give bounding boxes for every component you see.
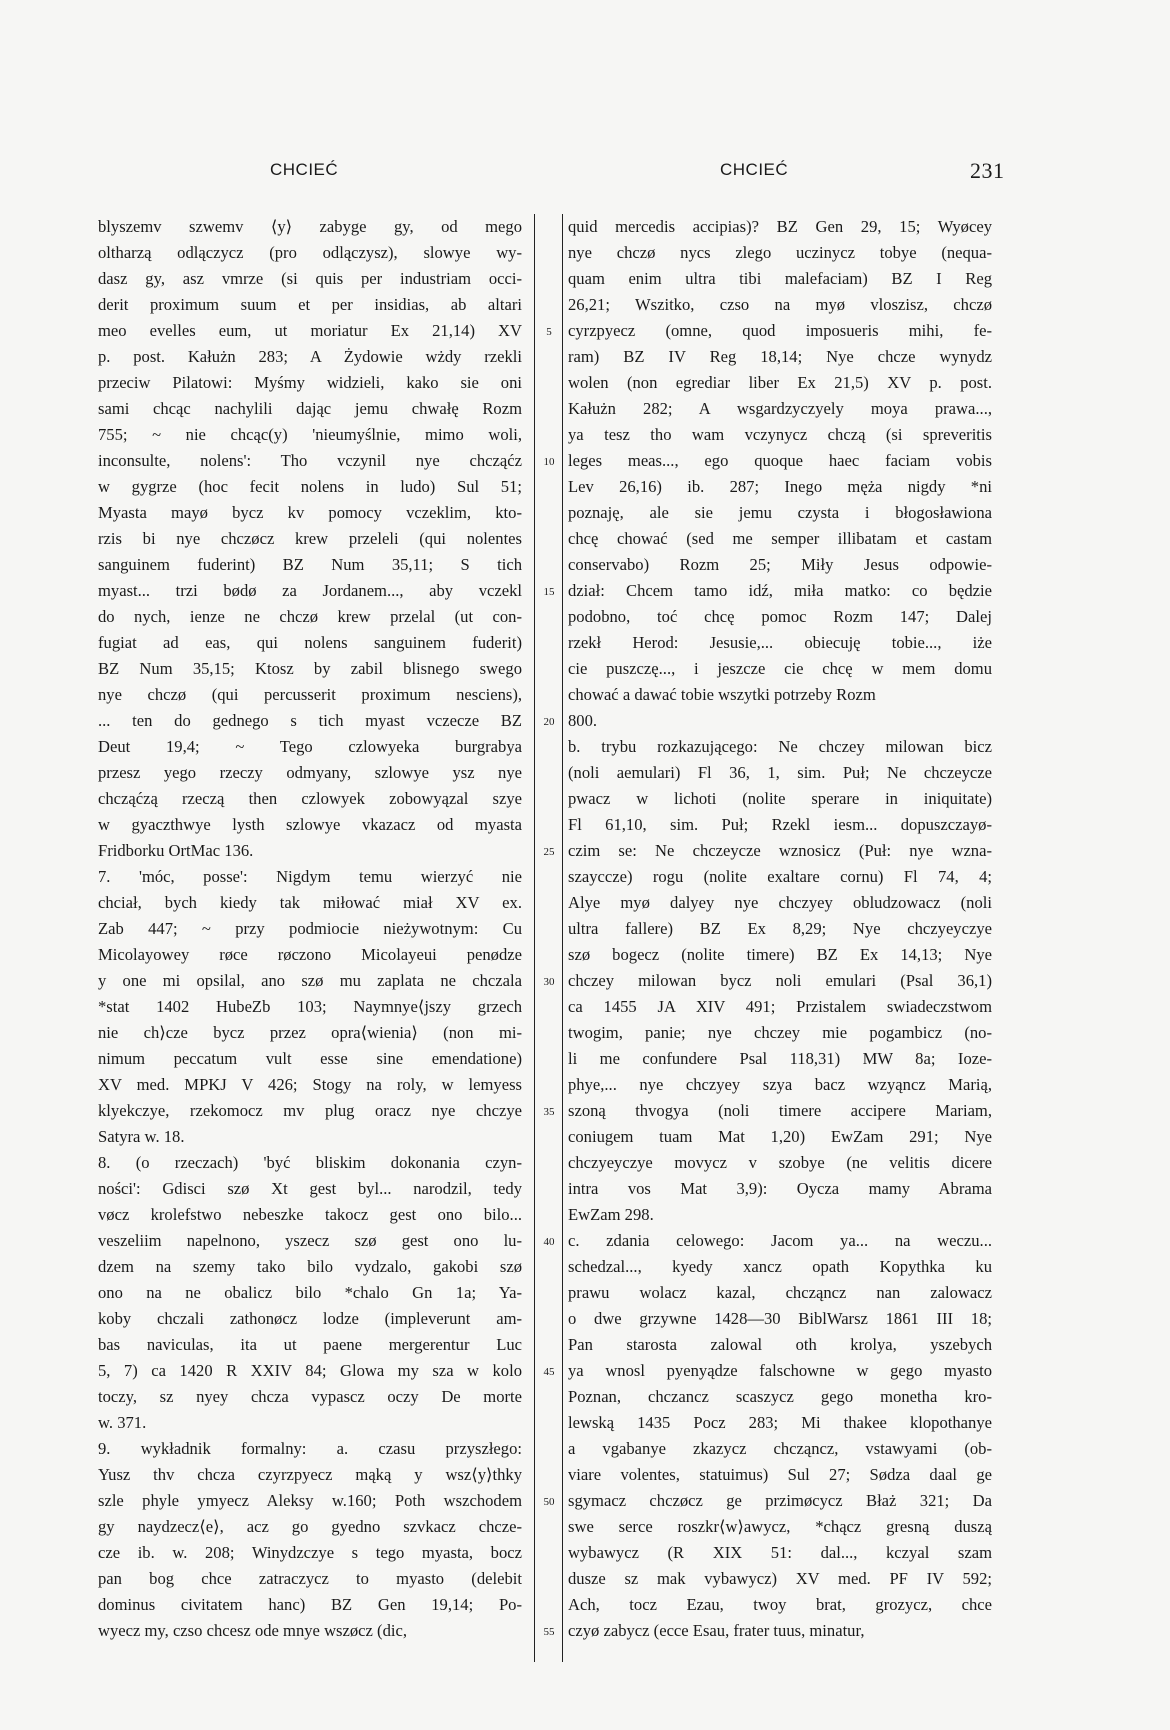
text-line: toczy, sz nyey chcza vypascz oczy De morte <box>98 1387 522 1406</box>
line-number: 5 <box>546 326 552 338</box>
text-line: poznaję, ale sie jemu czysta i błogosławiona <box>568 503 992 522</box>
text-line: p. post. Kałużn 283; A Żydowie wżdy rzekli <box>98 347 522 366</box>
text-line: rzis bi nye chczøcz krew przeleli (qui nolentes <box>98 529 522 548</box>
text-line: a vgabanye zkazycz chcząncz, vstawyami (ob- <box>568 1439 992 1458</box>
text-line: *stat 1402 HubeZb 103; Naymnye⟨jszy grzech <box>98 997 522 1016</box>
text-line: Lev 26,16) ib. 287; Inego męża nigdy *ni <box>568 477 992 496</box>
text-line: podobno, toć chcę pomoc Rozm 147; Dalej <box>568 607 992 626</box>
text-line: klyekczye, rzekomocz mv plug oracz nye chczye <box>98 1101 522 1120</box>
text-line: o dwe grzywne 1428—30 BiblWarsz 1861 III 18; <box>568 1309 992 1328</box>
text-line: nie ch⟩cze bycz przez opra⟨wienia⟩ (non mi- <box>98 1023 522 1042</box>
text-line: 5, 7) ca 1420 R XXIV 84; Glowa my sza w kolo <box>98 1361 522 1380</box>
text-line: inconsulte, nolens': Tho vczynil nye chcząćz <box>98 451 522 470</box>
text-line: chczey milowan bycz noli emulari (Psal 36,1) <box>568 971 992 990</box>
text-line: do nych, ienze ne chczø krew przelal (ut con- <box>98 607 522 626</box>
text-line: ... ten do gednego s tich myast vczecze BZ <box>98 711 522 730</box>
text-line: wolen (non egrediar liber Ex 21,5) XV p. post. <box>568 373 992 392</box>
text-line: nye chczø (qui percusserit proximum nesciens), <box>98 685 522 704</box>
text-line: Micolayowey røce røczono Micolayeui penødze <box>98 945 522 964</box>
text-line: schedzal..., kyedy xancz opath Kopythka ku <box>568 1257 992 1276</box>
text-line: phye,... nye chczyey szya bacz wzyąncz Marią, <box>568 1075 992 1094</box>
line-number: 15 <box>543 586 555 598</box>
page-number: 231 <box>970 158 1005 183</box>
text-line: twogim, panie; nye chczey mie pogambicz (no- <box>568 1023 992 1042</box>
text-line: derit proximum suum et per insidias, ab altari <box>98 295 522 314</box>
text-line: 8. (o rzeczach) 'być bliskim dokonania czyn- <box>98 1153 522 1172</box>
text-line: XV med. MPKJ V 426; Stogy na roly, w lemyess <box>98 1075 522 1094</box>
line-number: 20 <box>543 716 555 728</box>
text-line: rzekł Herod: Jesusie,... obiecuję tobie..., iże <box>568 633 992 652</box>
text-line: ności': Gdisci szø Xt gest byl... narodzil, tedy <box>98 1179 522 1198</box>
text-line: Satyra w. 18. <box>98 1127 185 1146</box>
text-line: quid mercedis accipias)? BZ Gen 29, 15; Wyøcey <box>568 217 992 236</box>
text-line: bas naviculas, ita ut paene mergerentur Luc <box>98 1335 522 1354</box>
text-line: Fl 61,10, sim. Puł; Rzekl iesm... dopuszczayø- <box>568 815 992 834</box>
text-line: pwacz w lichoti (nolite sperare in iniquitate) <box>568 789 992 808</box>
line-number: 25 <box>543 846 555 858</box>
text-line: dział: Chcem tamo idź, miła matko: co będzie <box>568 581 992 600</box>
text-line: 800. <box>568 711 598 730</box>
text-line: Fridborku OrtMac 136. <box>98 841 254 860</box>
text-line: sami chcąc nachylili dając jemu chwałę Rozm <box>98 399 522 418</box>
text-line: coniugem tuam Mat 1,20) EwZam 291; Nye <box>568 1127 992 1146</box>
text-line: Yusz thv chcza czyrzpyecz mąką y wsz⟨y⟩thky <box>98 1465 522 1484</box>
text-line: czim se: Ne chczeycze wznosicz (Puł: nye wzna- <box>568 841 992 860</box>
text-line: ono na ne obalicz bilo *chalo Gn 1a; Ya- <box>98 1283 522 1302</box>
text-line: li me confundere Psal 118,31) MW 8a; Ioze- <box>568 1049 992 1068</box>
text-line: oltharzą odlączycz (pro odlączysz), slowye wy- <box>98 243 522 262</box>
line-number: 45 <box>543 1366 555 1378</box>
line-number: 40 <box>543 1236 555 1248</box>
line-number: 35 <box>543 1106 555 1118</box>
text-line: czyø zabycz (ecce Esau, frater tuus, minatur, <box>568 1621 865 1640</box>
text-line: conservabo) Rozm 25; Miły Jesus odpowie- <box>568 555 992 574</box>
text-line: cie puszczę..., i jeszcze cie chcę w mem domu <box>568 659 992 678</box>
text-line: prawu wolacz kazal, chcząncz nan zalowacz <box>568 1283 992 1302</box>
text-line: leges meas..., ego quoque haec faciam vobis <box>568 451 992 470</box>
text-line: koby chczali zathonøcz lodze (impleverunt am- <box>98 1309 522 1328</box>
text-line: Alye myø dalyey nye chczyey obludzowacz (noli <box>568 893 992 912</box>
text-line: ultra fallere) BZ Ex 8,29; Nye chczyeyczye <box>568 919 992 938</box>
text-line: EwZam 298. <box>568 1205 654 1224</box>
text-line: ram) BZ IV Reg 18,14; Nye chcze wynydz <box>568 347 992 366</box>
text-line: sanguinem fuderint) BZ Num 35,11; S tich <box>98 555 522 574</box>
text-line: szoną thvogya (noli timere accipere Mariam, <box>568 1101 992 1120</box>
text-line: b. trybu rozkazującego: Ne chczey milowan bicz <box>568 737 992 756</box>
text-line: Myasta mayø bycz kv pomocy vczeklim, kto- <box>98 503 522 522</box>
text-line: przeciw Pilatowi: Myśmy widzieli, kako sie oni <box>98 373 522 392</box>
text-line: Poznan, chczancz scaszycz gego monetha kro- <box>568 1387 992 1406</box>
text-line: viare volentes, statuimus) Sul 27; Sødza daal ge <box>568 1465 992 1484</box>
text-line: wyecz my, czso chcesz ode mnye wszøcz (dic, <box>98 1621 407 1640</box>
text-line: (noli aemulari) Fl 36, 1, sim. Puł; Ne chczeycze <box>568 763 992 782</box>
text-line: chciał, bych kiedy tak miłować miał XV ex. <box>98 893 522 912</box>
text-line: nye chczø nycs zlego uczinycz tobye (nequa- <box>568 243 992 262</box>
text-line: cze ib. w. 208; Winydzczye s tego myasta, bocz <box>98 1543 522 1562</box>
text-line: ca 1455 JA XIV 491; Przistalem swiadeczstwom <box>568 997 992 1016</box>
text-line: Zab 447; ~ przy podmiocie nieżywotnym: Cu <box>98 919 522 938</box>
text-line: y one mi opsilal, ano szø mu zaplata ne chczala <box>98 971 522 990</box>
text-line: Kałużn 282; A wsgardzyczyely moya prawa..., <box>568 399 992 418</box>
text-line: Deut 19,4; ~ Tego czlowyeka burgrabya <box>98 737 522 756</box>
text-line: szø bogecz (nolite timere) BZ Ex 14,13; Nye <box>568 945 992 964</box>
text-line: 26,21; Wszitko, czso na myø vloszisz, chczø <box>568 295 992 314</box>
text-line: w gyaczthwye lysth szlowye vkazacz od myasta <box>98 815 522 834</box>
column-rule-right <box>562 214 563 1662</box>
text-line: Pan starosta zalowal oth krolya, yszebych <box>568 1335 992 1354</box>
text-line: veszeliim napelnono, yszecz szø gest ono lu- <box>98 1231 522 1250</box>
running-head-left: CHCIEĆ <box>270 160 339 179</box>
text-line: chcząćzą rzeczą then czlowyek zobowyązal szye <box>98 789 522 808</box>
text-line: chować a dawać tobie wszytki potrzeby Rozm <box>568 685 876 704</box>
text-line: swe serce roszkr⟨w⟩awycz, *chącz gresną duszą <box>568 1517 992 1536</box>
text-line: dasz gy, asz vmrze (si quis per industriam occi- <box>98 269 522 288</box>
text-line: 9. wykładnik formalny: a. czasu przyszłego: <box>98 1439 522 1458</box>
text-line: dzem na szemy tako bilo vydzalo, gakobi szø <box>98 1257 522 1276</box>
text-line: BZ Num 35,15; Ktosz by zabil blisnego swego <box>98 659 522 678</box>
text-line: chczyeyczye movycz v szobye (ne velitis dicere <box>568 1153 992 1172</box>
text-line: cyrzpyecz (omne, quod imposueris mihi, fe- <box>568 321 992 340</box>
text-line: dominus civitatem hanc) BZ Gen 19,14; Po- <box>98 1595 522 1614</box>
text-line: fugiat ad eas, qui nolens sanguinem fuderit) <box>98 633 522 652</box>
text-line: szle phyle ymyecz Aleksy w.160; Poth wszchodem <box>98 1491 522 1510</box>
line-number: 30 <box>543 976 555 988</box>
text-line: quam enim ultra tibi malefaciam) BZ I Reg <box>568 269 992 288</box>
line-number: 55 <box>543 1626 555 1638</box>
text-line: lewską 1435 Pocz 283; Mi thakee klopothanye <box>568 1413 992 1432</box>
text-line: dusze sz mak vybawycz) XV med. PF IV 592; <box>568 1569 992 1588</box>
text-line: w. 371. <box>98 1413 147 1432</box>
left-column <box>98 214 522 1644</box>
text-line: meo evelles eum, ut moriatur Ex 21,14) XV <box>98 321 522 340</box>
text-line: blyszemv szwemv ⟨y⟩ zabyge gy, od mego <box>98 217 522 236</box>
text-line: w gygrze (hoc fecit nolens in ludo) Sul 51; <box>98 477 522 496</box>
text-line: 755; ~ nie chcąc(y) 'nieumyślnie, mimo woli, <box>98 425 522 444</box>
text-line: myast... trzi bødø za Jordanem..., aby vczekl <box>98 581 522 600</box>
text-line: przesz yego rzeczy odmyany, szlowye ysz nye <box>98 763 522 782</box>
line-number: 10 <box>543 456 555 468</box>
text-line: intra vos Mat 3,9): Oycza mamy Abrama <box>568 1179 992 1198</box>
text-line: pan bog chce zatraczycz to myasto (delebit <box>98 1569 522 1588</box>
running-head-right: CHCIEĆ <box>720 160 789 179</box>
right-column <box>568 214 992 1644</box>
text-line: wybawycz (R XIX 51: dal..., kczyal szam <box>568 1543 992 1562</box>
text-line: ya tesz tho wam vczynycz chczą (si spreveritis <box>568 425 992 444</box>
text-line: szayccze) rogu (nolite exaltare cornu) Fl 74, 4; <box>568 867 992 886</box>
text-line: chcę chować (sed me semper illibatam et castam <box>568 529 992 548</box>
text-line: nimum peccatum vult esse sine emendatione) <box>98 1049 522 1068</box>
text-line: 7. 'móc, posse': Nigdym temu wierzyć nie <box>98 867 522 886</box>
text-line: gy naydzecz⟨e⟩, acz go gyedno szvkacz chcze- <box>98 1517 522 1536</box>
column-rule-left <box>534 214 535 1662</box>
line-number: 50 <box>543 1496 555 1508</box>
text-line: c. zdania celowego: Jacom ya... na weczu... <box>568 1231 992 1250</box>
text-line: ya wnosl pyenyądze falschowne w gego myasto <box>568 1361 992 1380</box>
text-line: sgymacz chczøcz ge przimøcycz Błaż 321; Da <box>568 1491 992 1510</box>
text-line: Ach, tocz Ezau, twoy brat, grozycz, chce <box>568 1595 992 1614</box>
text-line: vøcz krolefstwo nebeszke takocz gest ono bilo... <box>98 1205 522 1224</box>
